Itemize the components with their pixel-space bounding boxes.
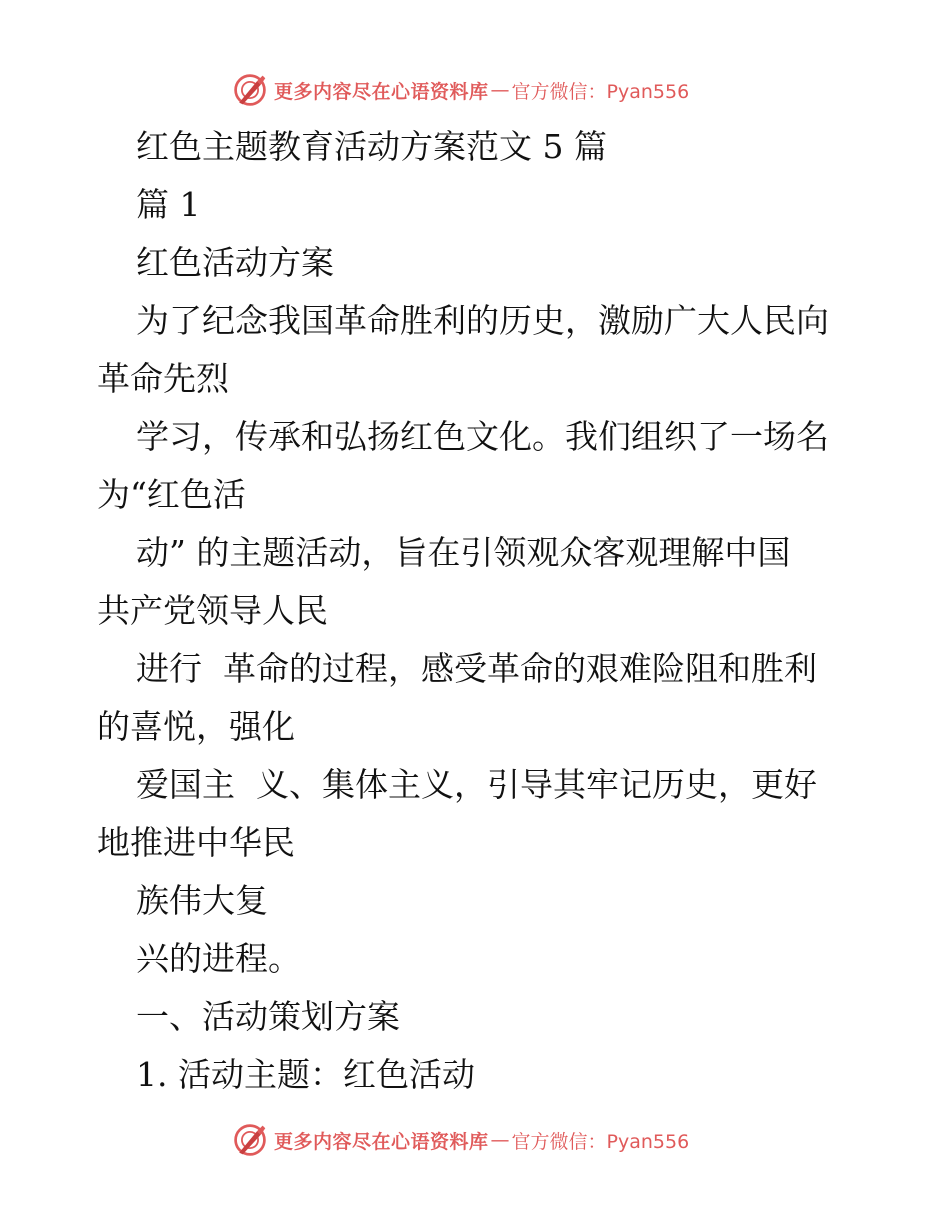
document-line: 地推进中华民 xyxy=(97,823,295,862)
document-line: 红色活动方案 xyxy=(136,243,334,282)
footer-banner xyxy=(232,1120,689,1160)
document-body xyxy=(97,118,917,1104)
document-line: 为“红色活 xyxy=(97,475,246,514)
banner-wechat: 官方微信：Pyan556 xyxy=(511,80,690,103)
document-line: 共产党领导人民 xyxy=(97,591,328,630)
header-banner xyxy=(232,70,689,110)
document-line: 篇 1 xyxy=(136,185,201,224)
document-line: 的喜悦，强化 xyxy=(97,707,295,746)
pen-circle-logo-icon xyxy=(232,72,268,108)
document-line: 族伟大复 xyxy=(136,881,268,920)
document-line: 一、活动策划方案 xyxy=(136,997,400,1036)
pen-circle-logo-icon xyxy=(232,1122,268,1158)
banner-text: 更多内容尽在心语资料库 xyxy=(274,80,489,103)
document-line: 进行 革命的过程，感受革命的艰难险阻和胜利 xyxy=(136,649,817,688)
banner-separator: — xyxy=(490,79,510,101)
document-line: 动” 的主题活动，旨在引领观众客观理解中国 xyxy=(136,533,791,572)
banner-separator: — xyxy=(490,1129,510,1151)
banner-text: 更多内容尽在心语资料库 xyxy=(274,1130,489,1153)
document-line: 为了纪念我国革命胜利的历史，激励广大人民向 xyxy=(136,301,829,340)
document-line: 革命先烈 xyxy=(97,359,229,398)
document-line: 爱国主 义、集体主义，引导其牢记历史，更好 xyxy=(136,765,817,804)
document-line: 学习，传承和弘扬红色文化。我们组织了一场名 xyxy=(136,417,829,456)
document-line: 兴的进程。 xyxy=(136,939,301,978)
document-line: 红色主题教育活动方案范文 5 篇 xyxy=(136,127,607,166)
banner-wechat: 官方微信：Pyan556 xyxy=(511,1130,690,1153)
document-line: 1. 活动主题：红色活动 xyxy=(136,1055,475,1094)
